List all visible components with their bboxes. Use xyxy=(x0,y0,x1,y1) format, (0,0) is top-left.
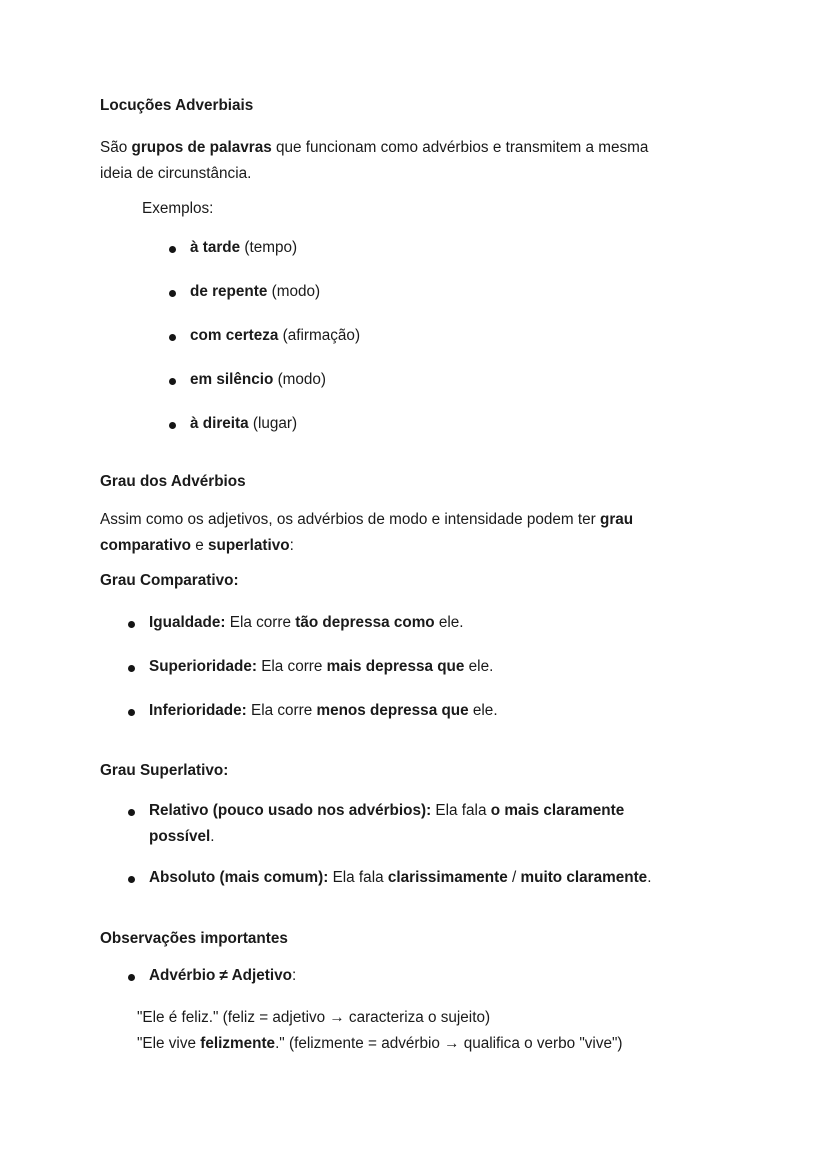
list-item-com-certeza xyxy=(168,323,728,349)
list-item-em-silencio xyxy=(168,367,728,393)
text-segment: que funcionam como advérbios e transmitem a mesma xyxy=(271,139,649,156)
heading-grau-superlativo: Grau Superlativo: xyxy=(100,762,229,779)
text-segment-bold: menos depressa que xyxy=(316,702,469,719)
text-segment-bold: mais depressa que xyxy=(326,658,465,675)
note: (modo) xyxy=(267,283,321,300)
text-segment: ele. xyxy=(464,658,494,675)
bullet-icon xyxy=(169,334,176,341)
text-segment: Ela corre xyxy=(246,702,317,719)
list-item-relativo xyxy=(127,798,728,850)
comparativo-list xyxy=(100,610,728,724)
quote-line-1: "Ele é feliz." (feliz = adjetivo → caracteriza o sujeito) xyxy=(137,1009,491,1026)
bullet-icon xyxy=(128,974,135,981)
text-segment: ideia de circunstância. xyxy=(100,165,252,182)
text-segment-bold: tão depressa como xyxy=(295,614,435,631)
text-segment: / xyxy=(507,869,521,886)
exemplos-label: Exemplos: xyxy=(142,200,214,217)
text-segment-bold: superlativo xyxy=(207,537,290,554)
term: em silêncio xyxy=(190,371,274,388)
paragraph-grau xyxy=(100,507,728,559)
text-segment-bold: comparativo xyxy=(100,537,191,554)
term: à tarde xyxy=(190,239,241,256)
text-segment: "Ele vive xyxy=(137,1035,201,1052)
bullet-icon xyxy=(169,246,176,253)
item-label: Inferioridade: xyxy=(149,702,247,719)
term: de repente xyxy=(190,283,268,300)
heading-locucoes-adverbiais: Locuções Adverbiais xyxy=(100,97,254,114)
text-segment-bold: felizmente xyxy=(200,1035,276,1052)
bullet-icon xyxy=(169,422,176,429)
text-segment: ele. xyxy=(468,702,498,719)
text-segment: ele. xyxy=(434,614,464,631)
note: (tempo) xyxy=(240,239,298,256)
list-item-adverbio-adjetivo xyxy=(127,963,728,989)
quote-examples xyxy=(100,1005,728,1057)
item-label: Relativo (pouco usado nos advérbios): xyxy=(149,802,432,819)
text-segment-bold: o mais claramente xyxy=(490,802,625,819)
item-label: Absoluto (mais comum): xyxy=(149,869,329,886)
list-item-inferioridade xyxy=(127,698,728,724)
heading-grau-comparativo: Grau Comparativo: xyxy=(100,572,239,589)
text-segment-bold: grau xyxy=(599,511,634,528)
quote-line-2 xyxy=(137,1031,728,1057)
list-item-de-repente xyxy=(168,279,728,305)
bullet-icon xyxy=(128,665,135,672)
bullet-icon xyxy=(169,378,176,385)
list-item-a-direita xyxy=(168,411,728,437)
text-segment-bold: clarissimamente xyxy=(387,869,508,886)
text-segment: Ela corre xyxy=(256,658,327,675)
text-segment: ." (felizmente = advérbio → qualifica o verbo "vive") xyxy=(275,1035,623,1052)
text-segment: Ela fala xyxy=(431,802,491,819)
superlativo-list xyxy=(100,798,728,891)
heading-observacoes-importantes: Observações importantes xyxy=(100,930,288,947)
text-segment: Assim como os adjetivos, os advérbios de modo e intensidade podem ter xyxy=(100,511,600,528)
heading-grau-dos-adverbios: Grau dos Advérbios xyxy=(100,473,246,490)
exemplos-list xyxy=(100,235,728,437)
text-segment: Ela corre xyxy=(225,614,296,631)
text-segment-bold: possível xyxy=(149,828,211,845)
list-item-absoluto xyxy=(127,865,728,891)
paragraph-locucoes xyxy=(100,135,728,187)
note: (lugar) xyxy=(248,415,298,432)
text-segment-bold: grupos de palavras xyxy=(131,139,272,156)
text-segment: . xyxy=(210,828,215,845)
note: (afirmação) xyxy=(278,327,361,344)
text-segment: : xyxy=(289,537,294,554)
term: à direita xyxy=(190,415,249,432)
list-item-superioridade xyxy=(127,654,728,680)
list-item-a-tarde xyxy=(168,235,728,261)
text-segment-bold: muito claramente xyxy=(520,869,648,886)
item-label: Superioridade: xyxy=(149,658,257,675)
list-item-igualdade xyxy=(127,610,728,636)
bullet-icon xyxy=(128,621,135,628)
text-segment: São xyxy=(100,139,132,156)
text-segment: . xyxy=(647,869,652,886)
note: (modo) xyxy=(273,371,327,388)
bullet-icon xyxy=(128,709,135,716)
item-label: Igualdade: xyxy=(149,614,226,631)
item-label: Advérbio ≠ Adjetivo xyxy=(149,967,292,984)
term: com certeza xyxy=(190,327,279,344)
text-segment: e xyxy=(190,537,208,554)
bullet-icon xyxy=(169,290,176,297)
text-segment: : xyxy=(291,967,297,984)
bullet-icon xyxy=(128,809,135,816)
observacoes-list xyxy=(100,963,728,989)
bullet-icon xyxy=(128,876,135,883)
text-segment: Ela fala xyxy=(328,869,388,886)
